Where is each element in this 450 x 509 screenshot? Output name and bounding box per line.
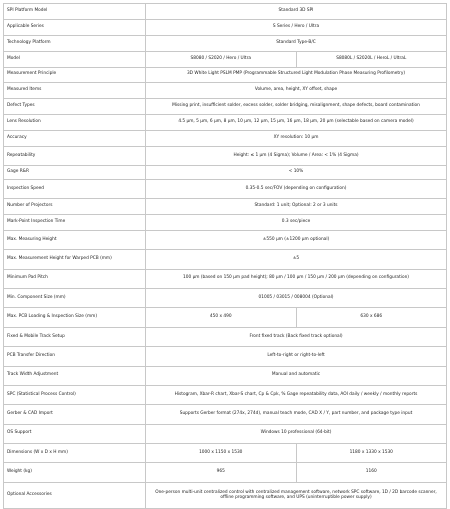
table-row bbox=[4, 444, 447, 463]
row-label: Max. PCB Loading & Inspection Size (mm) bbox=[4, 308, 146, 327]
row-value-right: S8080L / S2020L / HeroL / UltraL bbox=[296, 51, 447, 67]
row-label: SPC (Statistical Process Control) bbox=[4, 385, 146, 404]
row-value: One-person multi-unit centralized control with centralized management software, network SPC software, 1D / 2D barcode scanner, offline programming software, and UPS (uninterruptible power supply) bbox=[146, 482, 447, 508]
table-row bbox=[4, 366, 447, 385]
row-value: S Series / Hero / Ultra bbox=[146, 19, 447, 35]
table-row bbox=[4, 385, 447, 404]
table-row bbox=[4, 4, 447, 20]
row-label: Model bbox=[4, 51, 146, 67]
row-value-left: S8080 / S2020 / Hero / Ultra bbox=[146, 51, 297, 67]
row-label: Weight (kg) bbox=[4, 463, 146, 482]
row-label: Min. Component Size (mm) bbox=[4, 289, 146, 308]
table-row bbox=[4, 482, 447, 508]
row-value: 3D White Light PSLM PMP (Programmable Structured Light Modulation Phase Measuring Profilometry) bbox=[146, 67, 447, 83]
row-label: Number of Projectors bbox=[4, 199, 146, 215]
table-row bbox=[4, 424, 447, 443]
row-value: Windows 10 professional (64-bit) bbox=[146, 424, 447, 443]
row-value: Manual and automatic bbox=[146, 366, 447, 385]
table-row bbox=[4, 146, 447, 165]
table-row bbox=[4, 115, 447, 131]
row-label: Dimensions (W x D x H mm) bbox=[4, 444, 146, 463]
row-value: Standard: 1 unit; Optional: 2 or 3 units bbox=[146, 199, 447, 215]
row-value-left: 450 x 490 bbox=[146, 308, 297, 327]
table-row bbox=[4, 250, 447, 269]
row-value: Missing print, insufficient solder, excess solder, solder bridging, misalignment, shape defects, board contamination bbox=[146, 99, 447, 115]
row-label: Accuracy bbox=[4, 131, 146, 147]
row-value: 0.3 sec/piece bbox=[146, 215, 447, 231]
table-row bbox=[4, 269, 447, 288]
table-row bbox=[4, 179, 447, 198]
row-label: SPI Platform Model bbox=[4, 4, 146, 20]
table-row bbox=[4, 19, 447, 35]
row-label: Gage R&R bbox=[4, 166, 146, 180]
table-row bbox=[4, 166, 447, 180]
table-row bbox=[4, 83, 447, 99]
row-value: < 10% bbox=[146, 166, 447, 180]
row-label: Lens Resolution bbox=[4, 115, 146, 131]
row-label: Fixed & Mobile Track Setup bbox=[4, 327, 146, 346]
spec-table-container bbox=[3, 3, 447, 509]
row-value: Histogram, Xbar-R chart, Xbar-S chart, Cp & Cpk, % Gage repeatability data, AOI daily / weekly / monthly reports bbox=[146, 385, 447, 404]
spec-table bbox=[3, 3, 447, 509]
table-row bbox=[4, 51, 447, 67]
row-value-right: 1180 x 1330 x 1530 bbox=[296, 444, 447, 463]
row-label: Defect Types bbox=[4, 99, 146, 115]
row-value: Height: ≤ 1 μm (4 Sigma); Volume / Area: < 1% (4 Sigma) bbox=[146, 146, 447, 165]
row-value-right: 1160 bbox=[296, 463, 447, 482]
row-label: Max. Measuring Height bbox=[4, 230, 146, 249]
row-label: Measurement Principle bbox=[4, 67, 146, 83]
table-row bbox=[4, 405, 447, 424]
row-label: Technology Platform bbox=[4, 35, 146, 51]
row-value-right: 630 x 686 bbox=[296, 308, 447, 327]
row-value: Supports Gerber format (274x, 274d), manual teach mode, CAD X / Y, part number, and package type input bbox=[146, 405, 447, 424]
row-label: Repeatability bbox=[4, 146, 146, 165]
row-value: Standard Type-B/C bbox=[146, 35, 447, 51]
row-value: XY resolution: 10 μm bbox=[146, 131, 447, 147]
row-value: Volume, area, height, XY offset, shape bbox=[146, 83, 447, 99]
row-value: 0.35-0.5 sec/FOV (depending on configuration) bbox=[146, 179, 447, 198]
row-label: Inspection Speed bbox=[4, 179, 146, 198]
row-label: Track Width Adjustment bbox=[4, 366, 146, 385]
row-label: Gerber & CAD Import bbox=[4, 405, 146, 424]
row-label: Max. Measurement Height for Warped PCB (mm) bbox=[4, 250, 146, 269]
row-label: Mark-Point Inspection Time bbox=[4, 215, 146, 231]
table-row bbox=[4, 308, 447, 327]
table-row bbox=[4, 199, 447, 215]
row-value: Standard 3D SPI bbox=[146, 4, 447, 20]
table-row bbox=[4, 463, 447, 482]
row-value: 01005 / 03015 / 008004 (Optional) bbox=[146, 289, 447, 308]
table-row bbox=[4, 347, 447, 366]
row-label: Minimum Pad Pitch bbox=[4, 269, 146, 288]
row-label: Applicable Series bbox=[4, 19, 146, 35]
table-row bbox=[4, 35, 447, 51]
row-value: ±550 μm (±1200 μm optional) bbox=[146, 230, 447, 249]
row-label: PCB Transfer Direction bbox=[4, 347, 146, 366]
table-row bbox=[4, 67, 447, 83]
table-row bbox=[4, 289, 447, 308]
row-label: Measured Items bbox=[4, 83, 146, 99]
row-value: ±5 bbox=[146, 250, 447, 269]
table-row bbox=[4, 131, 447, 147]
table-row bbox=[4, 215, 447, 231]
row-value-left: 965 bbox=[146, 463, 297, 482]
row-value: 4.5 μm, 5 μm, 6 μm, 8 μm, 10 μm, 12 μm, 15 μm, 16 μm, 18 μm, 20 μm (selectable based on camera model) bbox=[146, 115, 447, 131]
table-row bbox=[4, 99, 447, 115]
table-row bbox=[4, 230, 447, 249]
row-value: 100 μm (based on 150 μm pad height); 80 μm / 100 μm / 150 μm / 200 μm (depending on configuration) bbox=[146, 269, 447, 288]
row-label: Optional Accessories bbox=[4, 482, 146, 508]
table-row bbox=[4, 327, 447, 346]
row-value: Front fixed track (Back fixed track optional) bbox=[146, 327, 447, 346]
row-value: Left-to-right or right-to-left bbox=[146, 347, 447, 366]
row-label: OS Support bbox=[4, 424, 146, 443]
row-value-left: 1000 x 1150 x 1530 bbox=[146, 444, 297, 463]
